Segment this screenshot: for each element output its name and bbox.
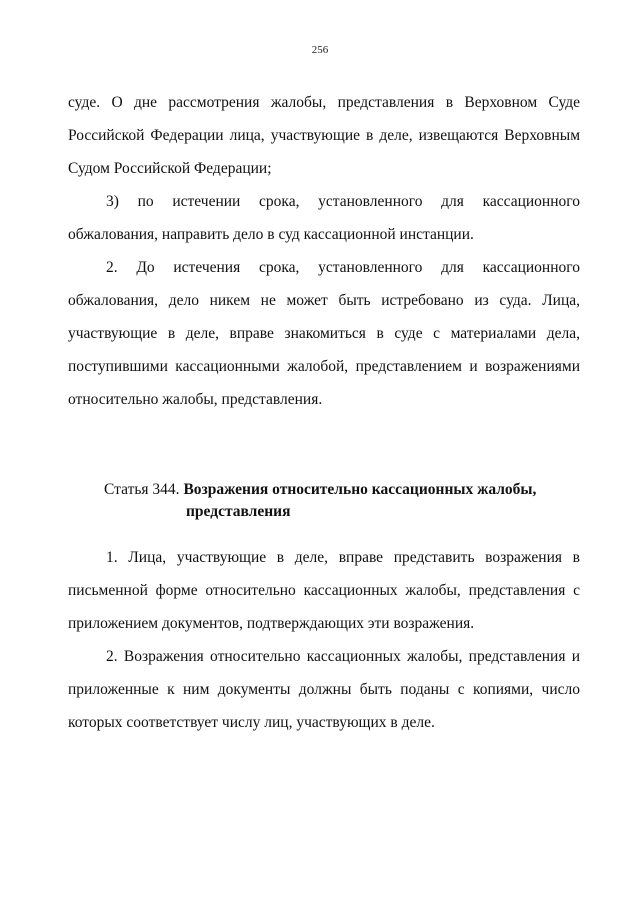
paragraph-point-2: 2. До истечения срока, установленного для кассационного обжалования, дело никем не может быть истребовано из суда. Лица, участвующие в деле, вправе знакомиться в суде с материалами дела, поступившими кассационными жалобой, представлением и возражениями относительно жалобы, представления. [68, 259, 580, 408]
text-block-article [68, 541, 580, 739]
article-title: Возражения относительно кассационных жалобы, [183, 481, 537, 498]
paragraph-continuation: суде. О дне рассмотрения жалобы, представления в Верховном Суде Российской Федерации лица, участвующие в деле, извещаются Верховным Судом Российской Федерации; [68, 94, 580, 177]
article-number: Статья 344. [104, 481, 180, 498]
paragraph-item-3: 3) по истечении срока, установленного для кассационного обжалования, направить дело в суд кассационной инстанции. [68, 193, 580, 243]
article-heading [104, 479, 584, 523]
article-paragraph-2: 2. Возражения относительно кассационных жалобы, представления и приложенные к ним документы должны быть поданы с копиями, число которых соответствует числу лиц, участвующих в деле. [68, 648, 580, 731]
article-paragraph-1: 1. Лица, участвующие в деле, вправе представить возражения в письменной форме относительно кассационных жалобы, представления с приложением документов, подтверждающих эти возражения. [68, 549, 580, 632]
text-block-top [68, 86, 580, 416]
article-title-continuation: представления [186, 503, 291, 520]
page-number: 256 [311, 44, 329, 56]
